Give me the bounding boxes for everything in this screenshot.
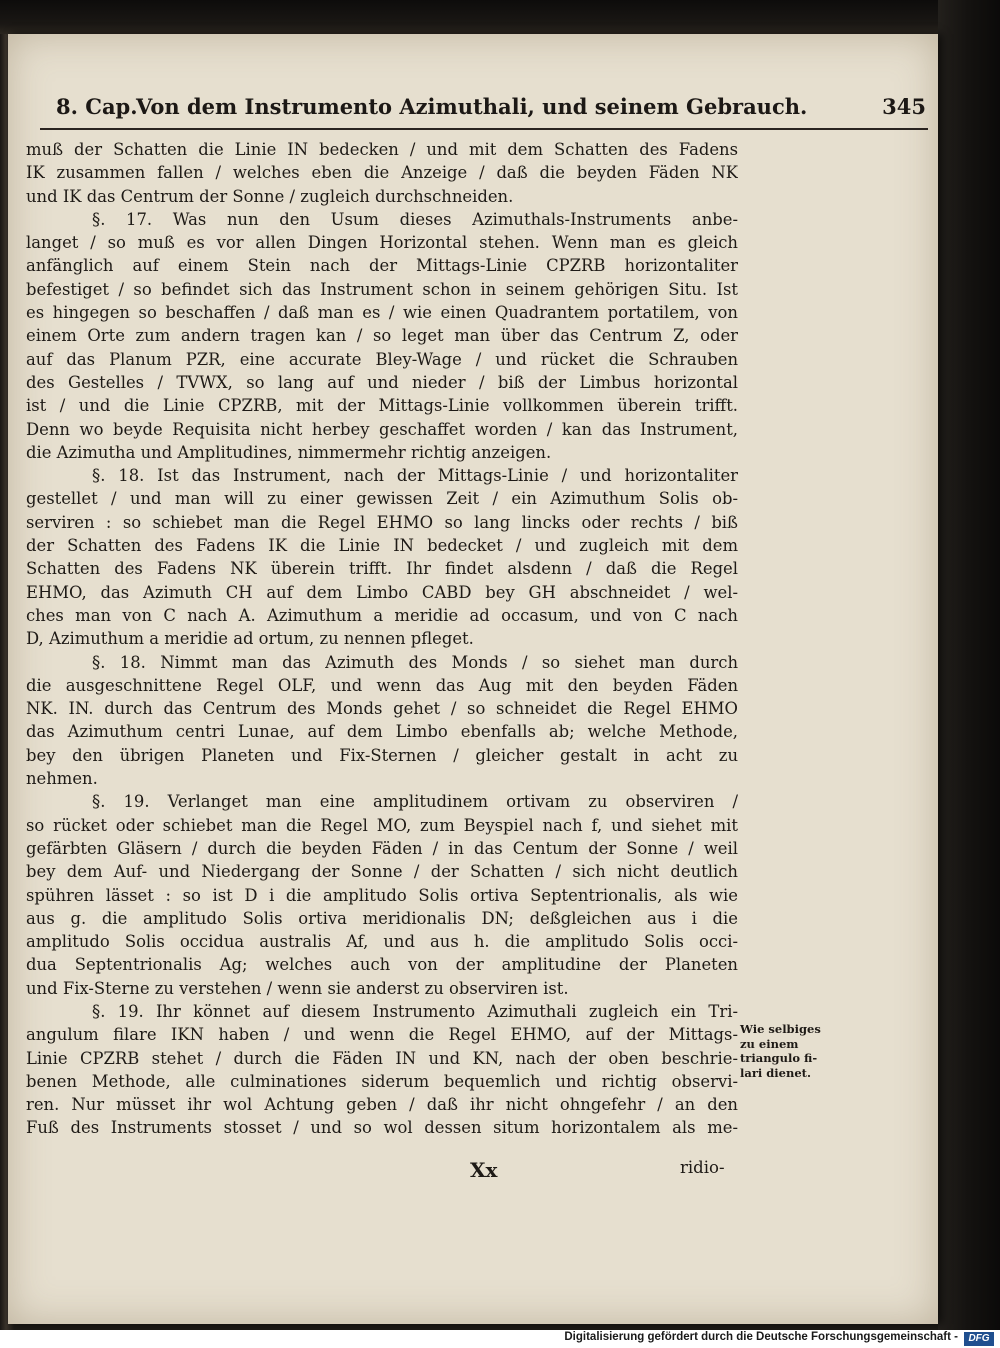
page-number: 345 <box>882 94 926 119</box>
text-line: die Azimutha und Amplitudines, nimmermehr richtig anzeigen. <box>26 442 552 462</box>
text-line: Fuß des Instruments stosset / und so wol dessen situm horizontalem als me- <box>26 1118 738 1138</box>
text-line: langet / so muß es vor allen Dingen Horizontal stehen. Wenn man es gleich <box>26 233 738 253</box>
text-line: IK zusammen fallen / welches eben die Anzeige / daß die beyden Fäden NK <box>26 163 738 183</box>
text-line: dua Septentrionalis Ag; welches auch von der amplitudine der Planeten <box>26 955 738 975</box>
text-line: auf das Planum PZR, eine accurate Bley-Wage / und rücket die Schrauben <box>26 349 738 369</box>
margin-note-line: triangulo fi- <box>740 1051 818 1065</box>
text-line: amplitudo Solis occidua australis Af, und aus h. die amplitudo Solis occi- <box>26 932 738 952</box>
text-line: §. 18. Ist das Instrument, nach der Mittags-Linie / und horizontaliter <box>92 466 738 486</box>
text-line: §. 19. Verlanget man eine amplitudinem ortivam zu observiren / <box>92 792 738 812</box>
text-line: §. 17. Was nun den Usum dieses Azimuthals-Instruments anbe- <box>92 209 738 229</box>
text-line: D, Azimuthum a meridie ad ortum, zu nennen pfleget. <box>26 629 474 649</box>
body-text <box>26 138 738 1140</box>
catchword: ridio- <box>680 1158 725 1177</box>
text-line: ches man von C nach A. Azimuthum a meridie ad occasum, und von C nach <box>26 605 738 625</box>
signature-mark: Xx <box>470 1158 498 1182</box>
text-line: es hingegen so beschaffen / daß man es / wie einen Quadrantem portatilem, von <box>26 303 738 323</box>
text-line: angulum filare IKN haben / und wenn die Regel EHMO, auf der Mittags- <box>26 1025 738 1045</box>
text-line: gestellet / und man will zu einer gewissen Zeit / ein Azimuthum Solis ob- <box>26 489 738 509</box>
text-line: nehmen. <box>26 769 98 789</box>
chapter-label: 8. Cap. <box>56 94 138 119</box>
text-line: ren. Nur müsset ihr wol Achtung geben / daß ihr nicht ohngefehr / an den <box>26 1095 738 1115</box>
footer-credit: Digitalisierung gefördert durch die Deutsche Forschungsgemeinschaft - <box>564 1331 958 1343</box>
text-line: EHMO, das Azimuth CH auf dem Limbo CABD bey GH abschneidet / wel- <box>26 582 738 602</box>
text-line: ist / und die Linie CPZRB, mit der Mittags-Linie vollkommen überein trifft. <box>26 396 738 416</box>
text-line: bey dem Auf- und Niedergang der Sonne / der Schatten / sich nicht deutlich <box>26 862 738 882</box>
text-line: §. 19. Ihr könnet auf diesem Instrumento Azimuthali zugleich ein Tri- <box>92 1001 738 1021</box>
scan-top-edge <box>0 0 938 34</box>
text-line: und IK das Centrum der Sonne / zugleich durchschneiden. <box>26 186 514 206</box>
text-line: so rücket oder schiebet man die Regel MO, zum Beyspiel nach f, und siehet mit <box>26 815 738 835</box>
margin-note-line: zu einem <box>740 1036 799 1051</box>
text-line: der Schatten des Fadens IK die Linie IN bedecket / und zugleich mit dem <box>26 536 738 556</box>
text-line: des Gestelles / TVWX, so lang auf und nieder / biß der Limbus horizontal <box>26 372 738 392</box>
running-title: Von dem Instrumento Azimuthali, und seinem Gebrauch. <box>136 94 808 119</box>
text-line: Linie CPZRB stehet / durch die Fäden IN und KN, nach der oben beschrie- <box>26 1048 738 1068</box>
text-line: das Azimuthum centri Lunae, auf dem Limbo ebenfalls ab; welche Methode, <box>26 722 738 742</box>
text-line: muß der Schatten die Linie IN bedecken / und mit dem Schatten des Fadens <box>26 140 738 159</box>
margin-note-line: lari dienet. <box>740 1065 811 1080</box>
header-rule <box>40 128 928 130</box>
dfg-logo-icon: DFG <box>964 1332 994 1346</box>
margin-note <box>740 1022 820 1080</box>
scan-right-edge <box>938 0 1000 1330</box>
text-line: Schatten des Fadens NK überein trifft. Ihr findet alsdenn / daß die Regel <box>26 559 738 579</box>
text-line: die ausgeschnittene Regel OLF, und wenn das Aug mit den beyden Fäden <box>26 675 738 695</box>
text-line: anfänglich auf einem Stein nach der Mittags-Linie CPZRB horizontaliter <box>26 256 738 276</box>
text-line: serviren : so schiebet man die Regel EHMO so lang lincks oder rechts / biß <box>26 512 738 532</box>
text-line: aus g. die amplitudo Solis ortiva meridionalis DN; deßgleichen aus i die <box>26 908 738 928</box>
margin-note-line: Wie selbiges <box>740 1022 821 1036</box>
text-line: §. 18. Nimmt man das Azimuth des Monds / so siehet man durch <box>92 652 738 672</box>
text-line: benen Methode, alle culminationes siderum bequemlich und richtig observi- <box>26 1071 738 1091</box>
text-line: bey den übrigen Planeten und Fix-Sternen / gleicher gestalt in acht zu <box>26 745 738 765</box>
text-line: einem Orte zum andern tragen kan / so leget man über das Centrum Z, oder <box>26 326 738 346</box>
text-line: befestiget / so befindet sich das Instrument schon in seinem gehörigen Situ. Ist <box>26 279 738 299</box>
running-head <box>56 94 926 130</box>
text-line: gefärbten Gläsern / durch die beyden Fäden / in das Centum der Sonne / weil <box>26 838 738 858</box>
text-line: NK. IN. durch das Centrum des Monds gehet / so schneidet die Regel EHMO <box>26 699 738 719</box>
text-line: spühren lässet : so ist D i die amplitudo Solis ortiva Septentrionalis, als wie <box>26 885 738 905</box>
text-line: und Fix-Sterne zu verstehen / wenn sie anderst zu observiren ist. <box>26 978 569 998</box>
text-line: Denn wo beyde Requisita nicht herbey geschaffet worden / kan das Instrument, <box>26 419 738 439</box>
